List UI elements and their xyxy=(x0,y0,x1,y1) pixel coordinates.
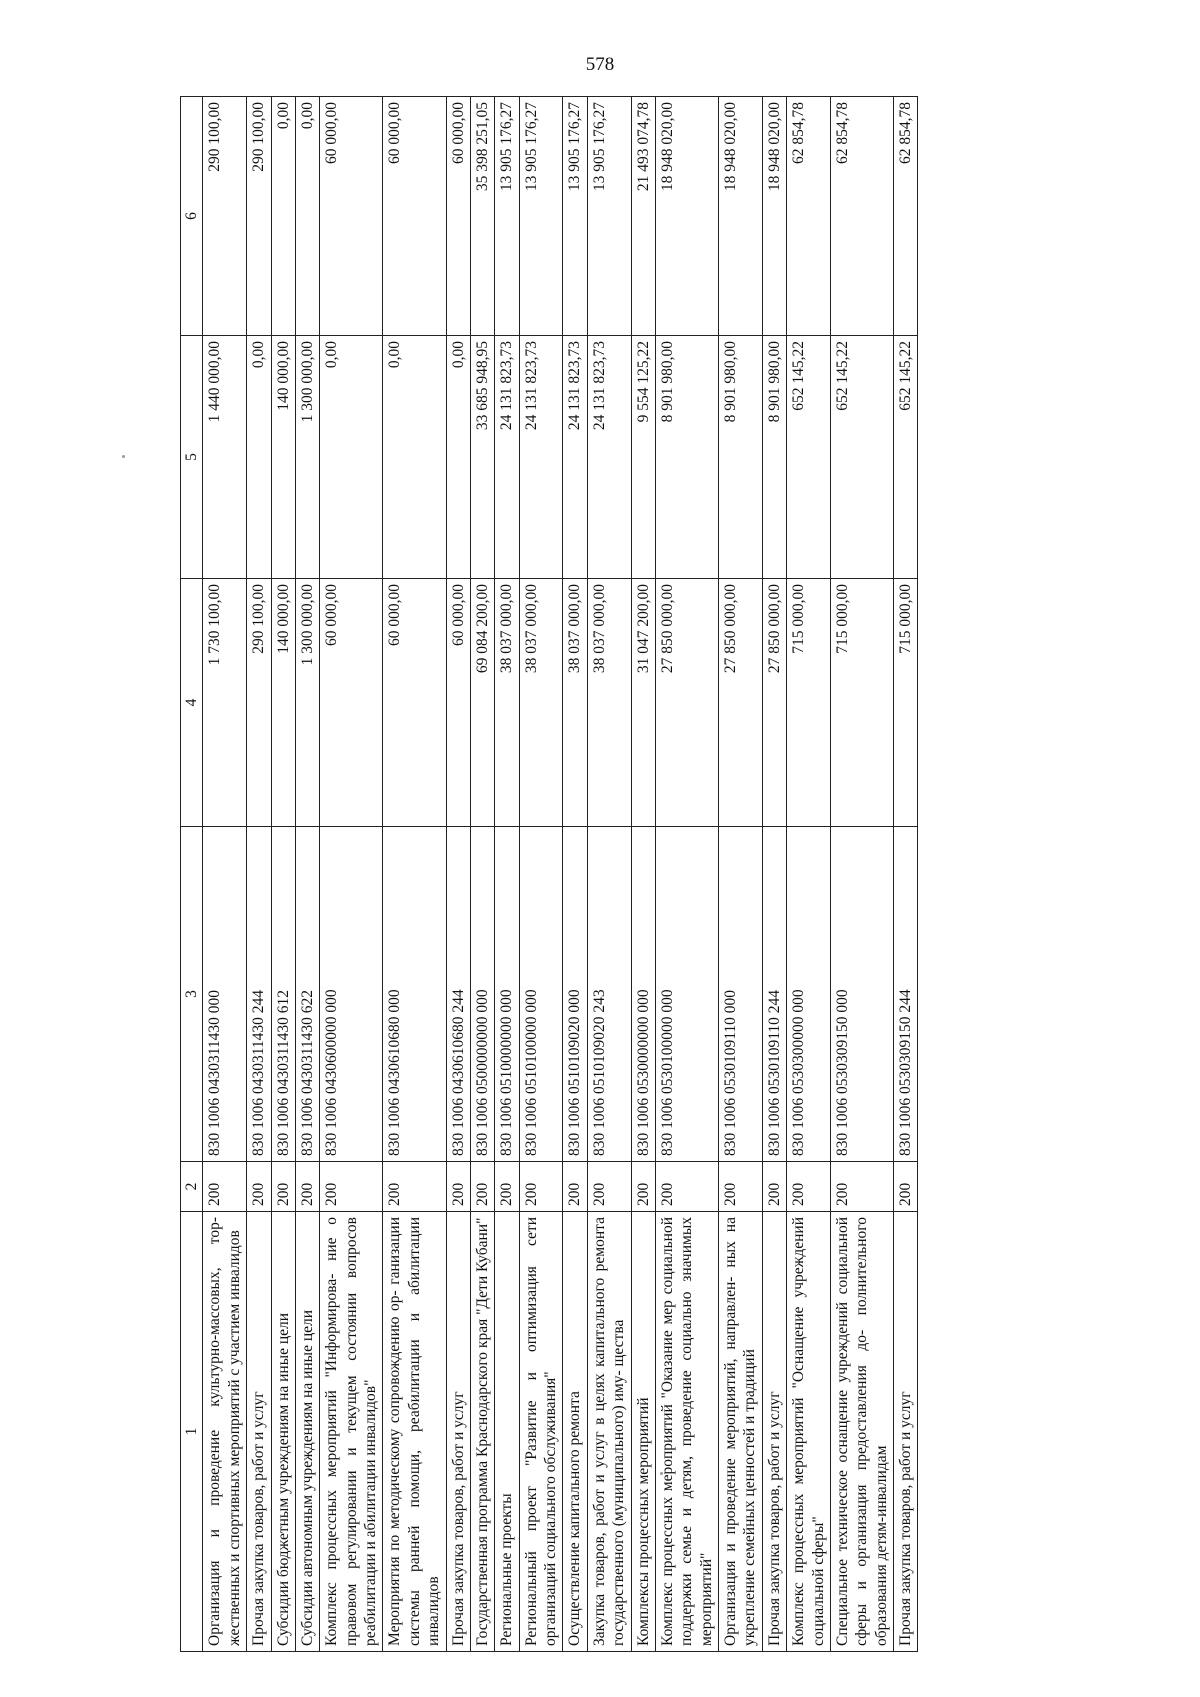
row-amount-col6-cell: 13 905 176,27 xyxy=(587,97,631,336)
row-name-cell: Субсидии автономным учреждениям на иные цели xyxy=(295,1212,319,1652)
row-amount-col6-cell: 62 854,78 xyxy=(787,97,831,336)
table-row xyxy=(830,97,893,1652)
row-amount-col5-cell: 652 145,22 xyxy=(830,336,893,579)
row-amount-col4-cell: 1 300 000,00 xyxy=(295,579,319,827)
row-amount-col5-cell: 24 131 823,73 xyxy=(495,336,519,579)
row-name-cell: Субсидии бюджетным учреждениям на иные цели xyxy=(271,1212,295,1652)
row-code-cell: 830 1006 0510000000 000 xyxy=(495,827,519,1162)
budget-table xyxy=(180,96,918,1652)
row-amount-col6-cell: 13 905 176,27 xyxy=(563,97,587,336)
row-name-cell: Прочая закупка товаров, работ и услуг xyxy=(446,1212,470,1652)
row-name-cell: Прочая закупка товаров, работ и услуг xyxy=(247,1212,271,1652)
row-amount-col6-cell: 0,00 xyxy=(271,97,295,336)
row-name-cell: Государственная программа Краснодарского края "Дети Кубани" xyxy=(470,1212,494,1652)
header-cell-1: 1 xyxy=(181,1212,203,1652)
table-row xyxy=(762,97,786,1652)
row-amount-col5-cell: 0,00 xyxy=(247,336,271,579)
row-category-cell: 200 xyxy=(719,1162,763,1212)
row-code-cell: 830 1006 0430311430 244 xyxy=(247,827,271,1162)
row-amount-col5-cell: 33 685 948,95 xyxy=(470,336,494,579)
row-name-cell: Комплекс процессных мероприятий "Оказание мер социальной поддержки семье и детям, проведение социально значимых мероприятий" xyxy=(655,1212,718,1652)
row-amount-col4-cell: 31 047 200,00 xyxy=(631,579,655,827)
row-category-cell: 200 xyxy=(495,1162,519,1212)
row-code-cell: 830 1006 0430311430 622 xyxy=(295,827,319,1162)
row-amount-col6-cell: 18 948 020,00 xyxy=(655,97,718,336)
table-row xyxy=(320,97,383,1652)
row-amount-col5-cell: 0,00 xyxy=(383,336,446,579)
row-amount-col6-cell: 60 000,00 xyxy=(446,97,470,336)
page-number: 578 xyxy=(585,54,615,75)
row-name-cell: Мероприятия по методическому сопровождению ор- ганизации системы ранней помощи, реабилитации и абилитации инвалидов xyxy=(383,1212,446,1652)
table-row xyxy=(894,97,918,1652)
row-category-cell: 200 xyxy=(203,1162,247,1212)
row-amount-col5-cell: 140 000,00 xyxy=(271,336,295,579)
row-amount-col6-cell: 13 905 176,27 xyxy=(495,97,519,336)
row-category-cell: 200 xyxy=(295,1162,319,1212)
row-category-cell: 200 xyxy=(587,1162,631,1212)
row-amount-col6-cell: 62 854,78 xyxy=(830,97,893,336)
row-amount-col4-cell: 715 000,00 xyxy=(787,579,831,827)
row-amount-col4-cell: 27 850 000,00 xyxy=(762,579,786,827)
row-amount-col5-cell: 0,00 xyxy=(446,336,470,579)
row-amount-col4-cell: 290 100,00 xyxy=(247,579,271,827)
header-cell-3: 3 xyxy=(181,827,203,1162)
table-row xyxy=(495,97,519,1652)
row-amount-col5-cell: 24 131 823,73 xyxy=(587,336,631,579)
table-row xyxy=(446,97,470,1652)
table-row xyxy=(519,97,563,1652)
row-name-cell: Комплексы процессных мероприятий xyxy=(631,1212,655,1652)
row-code-cell: 830 1006 0530309150 244 xyxy=(894,827,918,1162)
table-row xyxy=(563,97,587,1652)
row-code-cell: 830 1006 0430610680 000 xyxy=(383,827,446,1162)
row-name-cell: Прочая закупка товаров, работ и услуг xyxy=(762,1212,786,1652)
row-code-cell: 830 1006 0530309150 000 xyxy=(830,827,893,1162)
table-row xyxy=(719,97,763,1652)
row-amount-col4-cell: 38 037 000,00 xyxy=(563,579,587,827)
row-amount-col4-cell: 38 037 000,00 xyxy=(519,579,563,827)
row-amount-col6-cell: 60 000,00 xyxy=(320,97,383,336)
header-cell-5: 5 xyxy=(181,336,203,579)
row-amount-col6-cell: 18 948 020,00 xyxy=(762,97,786,336)
row-category-cell: 200 xyxy=(320,1162,383,1212)
table-row xyxy=(631,97,655,1652)
row-amount-col5-cell: 8 901 980,00 xyxy=(719,336,763,579)
row-amount-col5-cell: 652 145,22 xyxy=(787,336,831,579)
row-amount-col4-cell: 60 000,00 xyxy=(446,579,470,827)
row-name-cell: Закупка товаров, работ и услуг в целях капитального ремонта государственного (муниципального) иму- щества xyxy=(587,1212,631,1652)
row-code-cell: 830 1006 0530100000 000 xyxy=(655,827,718,1162)
table-row xyxy=(787,97,831,1652)
scan-speck xyxy=(122,455,125,458)
table-row xyxy=(203,97,247,1652)
row-name-cell: Прочая закупка товаров, работ и услуг xyxy=(894,1212,918,1652)
row-name-cell: Специальное техническое оснащение учреждений социальной сферы и организация предоставления до- полнительного образования детям-инвалидам xyxy=(830,1212,893,1652)
row-code-cell: 830 1006 0510100000 000 xyxy=(519,827,563,1162)
row-amount-col4-cell: 69 084 200,00 xyxy=(470,579,494,827)
row-amount-col6-cell: 21 493 074,78 xyxy=(631,97,655,336)
row-category-cell: 200 xyxy=(563,1162,587,1212)
row-amount-col6-cell: 13 905 176,27 xyxy=(519,97,563,336)
row-name-cell: Комплекс процессных мероприятий "Оснащение учреждений социальной сферы" xyxy=(787,1212,831,1652)
row-name-cell: Комплекс процессных мероприятий "Информирова- ние о правовом регулировании и текущем состоянии вопросов реабилитации и абилитации инвалидов" xyxy=(320,1212,383,1652)
table-header-row xyxy=(181,97,203,1652)
row-amount-col6-cell: 35 398 251,05 xyxy=(470,97,494,336)
table-row xyxy=(470,97,494,1652)
row-amount-col5-cell: 24 131 823,73 xyxy=(563,336,587,579)
row-amount-col4-cell: 27 850 000,00 xyxy=(719,579,763,827)
row-amount-col6-cell: 18 948 020,00 xyxy=(719,97,763,336)
row-amount-col5-cell: 8 901 980,00 xyxy=(762,336,786,579)
row-code-cell: 830 1006 0530300000 000 xyxy=(787,827,831,1162)
row-amount-col4-cell: 60 000,00 xyxy=(383,579,446,827)
row-category-cell: 200 xyxy=(271,1162,295,1212)
row-amount-col5-cell: 1 440 000,00 xyxy=(203,336,247,579)
table-row xyxy=(383,97,446,1652)
row-code-cell: 830 1006 0530109110 000 xyxy=(719,827,763,1162)
row-amount-col4-cell: 38 037 000,00 xyxy=(587,579,631,827)
row-category-cell: 200 xyxy=(631,1162,655,1212)
table-row xyxy=(587,97,631,1652)
rotated-table-container xyxy=(180,97,1020,1652)
row-amount-col5-cell: 9 554 125,22 xyxy=(631,336,655,579)
row-amount-col5-cell: 8 901 980,00 xyxy=(655,336,718,579)
row-amount-col4-cell: 60 000,00 xyxy=(320,579,383,827)
row-name-cell: Региональные проекты xyxy=(495,1212,519,1652)
row-amount-col6-cell: 62 854,78 xyxy=(894,97,918,336)
row-amount-col5-cell: 24 131 823,73 xyxy=(519,336,563,579)
row-category-cell: 200 xyxy=(787,1162,831,1212)
table-row xyxy=(655,97,718,1652)
row-amount-col4-cell: 140 000,00 xyxy=(271,579,295,827)
row-name-cell: Осуществление капитального ремонта xyxy=(563,1212,587,1652)
row-code-cell: 830 1006 0510109020 000 xyxy=(563,827,587,1162)
row-amount-col5-cell: 0,00 xyxy=(320,336,383,579)
row-amount-col5-cell: 1 300 000,00 xyxy=(295,336,319,579)
row-category-cell: 200 xyxy=(383,1162,446,1212)
row-name-cell: Организация и проведение культурно-массовых, тор- жественных и спортивных мероприятий с участием инвалидов xyxy=(203,1212,247,1652)
row-amount-col4-cell: 715 000,00 xyxy=(894,579,918,827)
table-row xyxy=(271,97,295,1652)
row-code-cell: 830 1006 0510109020 243 xyxy=(587,827,631,1162)
row-amount-col6-cell: 290 100,00 xyxy=(247,97,271,336)
row-amount-col5-cell: 652 145,22 xyxy=(894,336,918,579)
header-cell-2: 2 xyxy=(181,1162,203,1212)
row-amount-col4-cell: 1 730 100,00 xyxy=(203,579,247,827)
table-row xyxy=(247,97,271,1652)
table-row xyxy=(295,97,319,1652)
row-category-cell: 200 xyxy=(830,1162,893,1212)
table-frame xyxy=(180,97,1020,1652)
row-amount-col6-cell: 60 000,00 xyxy=(383,97,446,336)
row-code-cell: 830 1006 0430311430 000 xyxy=(203,827,247,1162)
header-cell-6: 6 xyxy=(181,97,203,336)
row-amount-col6-cell: 290 100,00 xyxy=(203,97,247,336)
row-code-cell: 830 1006 0500000000 000 xyxy=(470,827,494,1162)
row-category-cell: 200 xyxy=(762,1162,786,1212)
row-name-cell: Организация и проведение мероприятий, направлен- ных на укрепление семейных ценностей и традиций xyxy=(719,1212,763,1652)
row-amount-col4-cell: 715 000,00 xyxy=(830,579,893,827)
row-code-cell: 830 1006 0530000000 000 xyxy=(631,827,655,1162)
row-code-cell: 830 1006 0530109110 244 xyxy=(762,827,786,1162)
row-name-cell: Региональный проект "Развитие и оптимизация сети организаций социального обслуживания" xyxy=(519,1212,563,1652)
table-body xyxy=(203,97,918,1652)
header-cell-4: 4 xyxy=(181,579,203,827)
row-category-cell: 200 xyxy=(519,1162,563,1212)
row-amount-col4-cell: 27 850 000,00 xyxy=(655,579,718,827)
row-code-cell: 830 1006 0430610680 244 xyxy=(446,827,470,1162)
row-code-cell: 830 1006 0430311430 612 xyxy=(271,827,295,1162)
row-code-cell: 830 1006 0430600000 000 xyxy=(320,827,383,1162)
row-amount-col6-cell: 0,00 xyxy=(295,97,319,336)
row-category-cell: 200 xyxy=(446,1162,470,1212)
row-category-cell: 200 xyxy=(470,1162,494,1212)
row-category-cell: 200 xyxy=(655,1162,718,1212)
row-amount-col4-cell: 38 037 000,00 xyxy=(495,579,519,827)
row-category-cell: 200 xyxy=(247,1162,271,1212)
row-category-cell: 200 xyxy=(894,1162,918,1212)
